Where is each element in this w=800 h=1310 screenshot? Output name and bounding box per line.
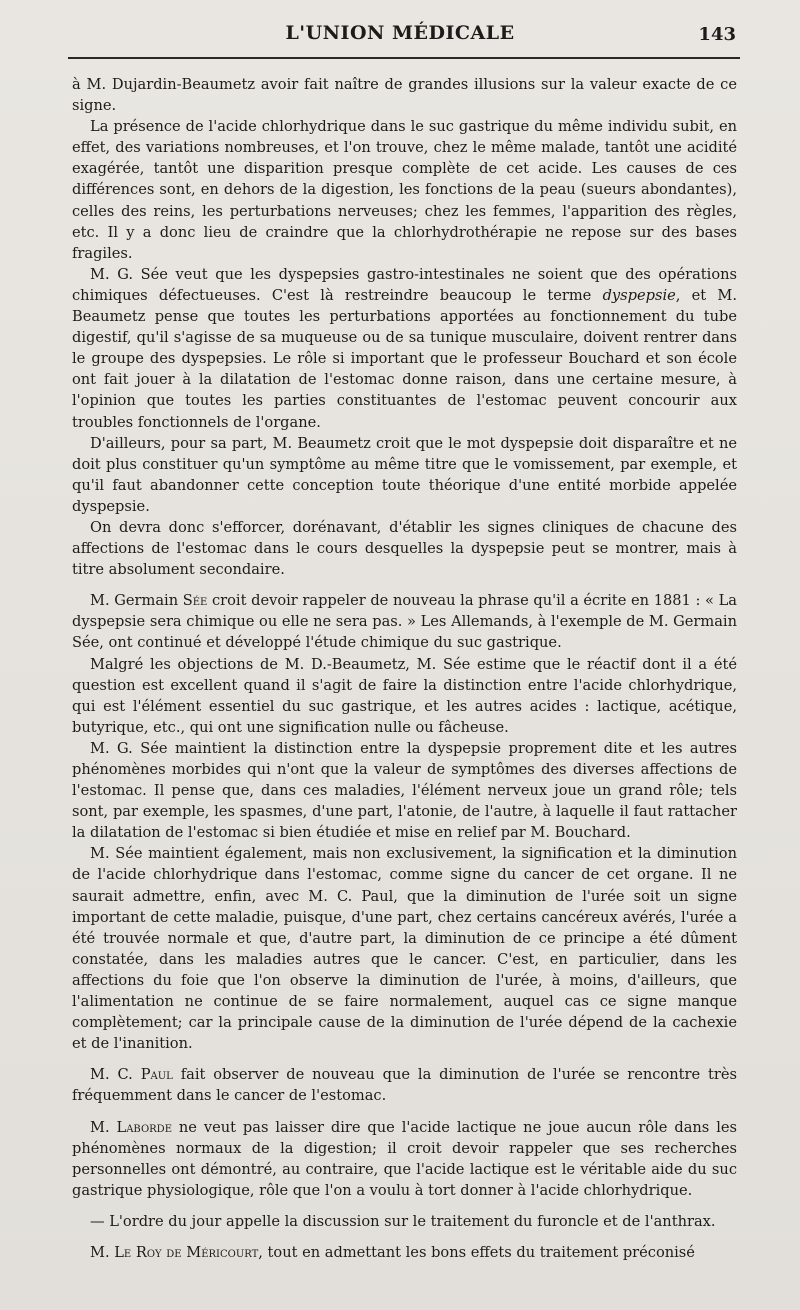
paragraph: M. Sée maintient également, mais non exclusivement, la signification et la diminution de l'acide chlorhydrique dans l'estomac, comme signe du cancer de cet organe. Il ne saurait admettre, enfin, avec M. C. Paul, que la diminution de l'urée soit un signe important de cette maladie, puisque, d'une part, chez certains cancéreux avérés, l'urée a été trouvée normale et que, d'autre part, la diminution de ce principe a été dûment constatée, dans les maladies autres que le cancer. C'est, en particulier, dans les affections du foie que l'on observe la diminution de l'urée, à moins, d'ailleurs, que l'alimentation ne continue de se faire normalement, auquel cas ce signe manque complètement; car la principale cause de la diminution de l'urée dépend de la cachexie et de l'inanition. [72,845,737,1053]
paragraph: à M. Dujardin-Beaumetz avoir fait naître de grandes illusions sur la valeur exacte de ce signe. [72,76,737,115]
speaker-name: Le Roy de Méricourt [114,1243,259,1261]
section-gap [72,1232,737,1242]
paragraph: Malgré les objections de M. D.-Beaumetz, M. Sée estime que le réactif dont il a été question est excellent quand il s'agit de faire la distinction entre l'acide chlorhydrique, qui est l'élément essentiel du suc gastrique, et les autres acides : lactique, acétique, butyrique, etc., qui ont une signification nulle ou fâcheuse. [72,655,737,736]
paragraph: M. Laborde ne veut pas laisser dire que l'acide lactique ne joue aucun rôle dans les phénomènes normaux de la digestion; il croit devoir rappeler que ses recherches personnelles ont démontré, au contraire, que l'acide lactique est le véritable aide du suc gastrique physiologique, rôle que l'on a voulu à tort donner à l'acide chlorhydrique. [72,1118,737,1199]
section-gap [72,1107,737,1117]
paragraph: La présence de l'acide chlorhydrique dans le suc gastrique du même individu subit, en effet, des variations nombreuses, et l'on trouve, chez le même malade, tantôt une acidité exagérée, tantôt une disparition presque complète de cet acide. Les causes de ces différences sont, en dehors de la digestion, les fonctions de la peau (sueurs abondantes), celles des reins, les perturbations nerveuses; chez les femmes, l'apparition des règles, etc. Il y a donc lieu de craindre que la chlorhydrothérapie ne repose sur des bases fragiles. [72,118,737,262]
page-number: 143 [698,24,736,45]
paragraph: — L'ordre du jour appelle la discussion sur le traitement du furoncle et de l'anthrax. [90,1212,716,1230]
speaker-name: Paul [140,1066,173,1084]
paragraph: M. G. Sée veut que les dyspepsies gastro-intestinales ne soient que des opérations chimiques défectueuses. C'est là restreindre beaucoup le terme dyspepsie, et M. Beaumetz pense que toutes les perturbations apportées au fonctionnement du tube digestif, qu'il s'agisse de sa muqueuse ou de sa tunique musculaire, doivent rentrer dans le groupe des dyspepsies. Le rôle si important que le professeur Bouchard et son école ont fait jouer à la dilatation de l'estomac donne raison, dans une certaine mesure, à l'opinion que toutes les parties constituantes de l'estomac peuvent concourir aux troubles fonctionnels de l'organe. [72,265,738,431]
section-gap [72,1201,737,1211]
page-header [0,22,800,52]
paragraph: M. G. Sée maintient la distinction entre la dyspepsie proprement dite et les autres phénomènes morbides qui n'ont que la valeur de symptômes des diverses affections de l'estomac. Il pense que, dans ces maladies, l'élément nerveux joue un grand rôle; tels sont, par exemple, les spasmes, d'une part, l'atonie, de l'autre, à laquelle il faut rattacher la dilatation de l'estomac si bien étudiée et mise en relief par M. Bouchard. [72,739,737,842]
journal-title: L'UNION MÉDICALE [285,22,515,44]
article-body [72,74,737,1263]
section-gap [72,1054,737,1064]
speaker-name: Sée [182,592,208,610]
speaker-name: Laborde [116,1118,172,1136]
paragraph: On devra donc s'efforcer, dorénavant, d'établir les signes cliniques de chacune des affections de l'estomac dans le cours desquelles la dyspepsie peut se montrer, mais à titre absolument secondaire. [72,518,737,579]
paragraph: M. Le Roy de Méricourt, tout en admettant les bons effets du traitement préconisé [90,1243,695,1261]
paragraph: M. Germain Sée croit devoir rappeler de nouveau la phrase qu'il a écrite en 1881 : « La dyspepsie sera chimique ou elle ne sera pas. » Les Allemands, à l'exemple de M. Germain Sée, ont continué et développé l'étude chimique du suc gastrique. [72,592,737,652]
emphasis: dyspepsie [602,286,676,304]
paragraph: M. C. Paul fait observer de nouveau que la diminution de l'urée se rencontre très fréquemment dans le cancer de l'estomac. [72,1066,737,1105]
section-gap [72,580,737,590]
header-rule [68,57,740,59]
paragraph: D'ailleurs, pour sa part, M. Beaumetz croit que le mot dyspepsie doit disparaître et ne doit plus constituer qu'un symptôme au même titre que le vomissement, par exemple, et qu'il faut abandonner cette conception toute théorique d'une entité morbide appelée dyspepsie. [72,434,737,515]
